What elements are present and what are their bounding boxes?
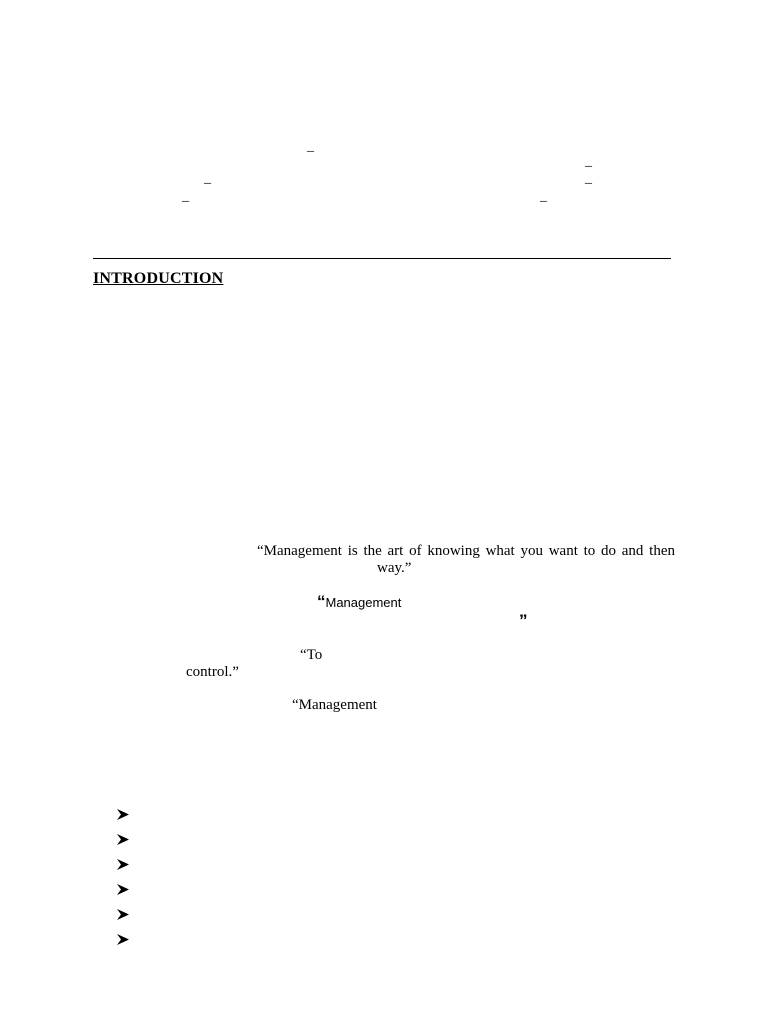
introduction-heading: INTRODUCTION	[93, 270, 224, 287]
header-dash: _	[585, 171, 592, 186]
header-dash: _	[585, 154, 592, 169]
quote4-open: “Management	[292, 697, 377, 713]
quote2-open-mark: “	[317, 592, 326, 611]
arrowhead-bullet-icon	[116, 858, 130, 871]
quote2-close-mark: ”	[519, 611, 528, 630]
quote2-word: Management	[325, 595, 402, 610]
quote-management-art-line1: “Management is the art of knowing what you want to do and then	[257, 543, 675, 559]
arrowhead-bullet-icon	[116, 883, 130, 896]
header-dash: _	[204, 171, 211, 186]
arrowhead-bullet-icon	[116, 808, 130, 821]
section-divider	[93, 258, 671, 259]
arrowhead-bullet-icon	[116, 933, 130, 946]
header-dash: _	[307, 139, 314, 154]
header-dash: _	[540, 189, 547, 204]
quote3-open: “To	[300, 647, 323, 663]
quote2-block	[317, 592, 401, 612]
arrowhead-bullet-icon	[116, 833, 130, 846]
quote3-line2: control.”	[186, 664, 239, 680]
arrowhead-bullet-icon	[116, 908, 130, 921]
quote-management-art-line2: way.”	[377, 560, 412, 576]
header-dash: _	[182, 189, 189, 204]
